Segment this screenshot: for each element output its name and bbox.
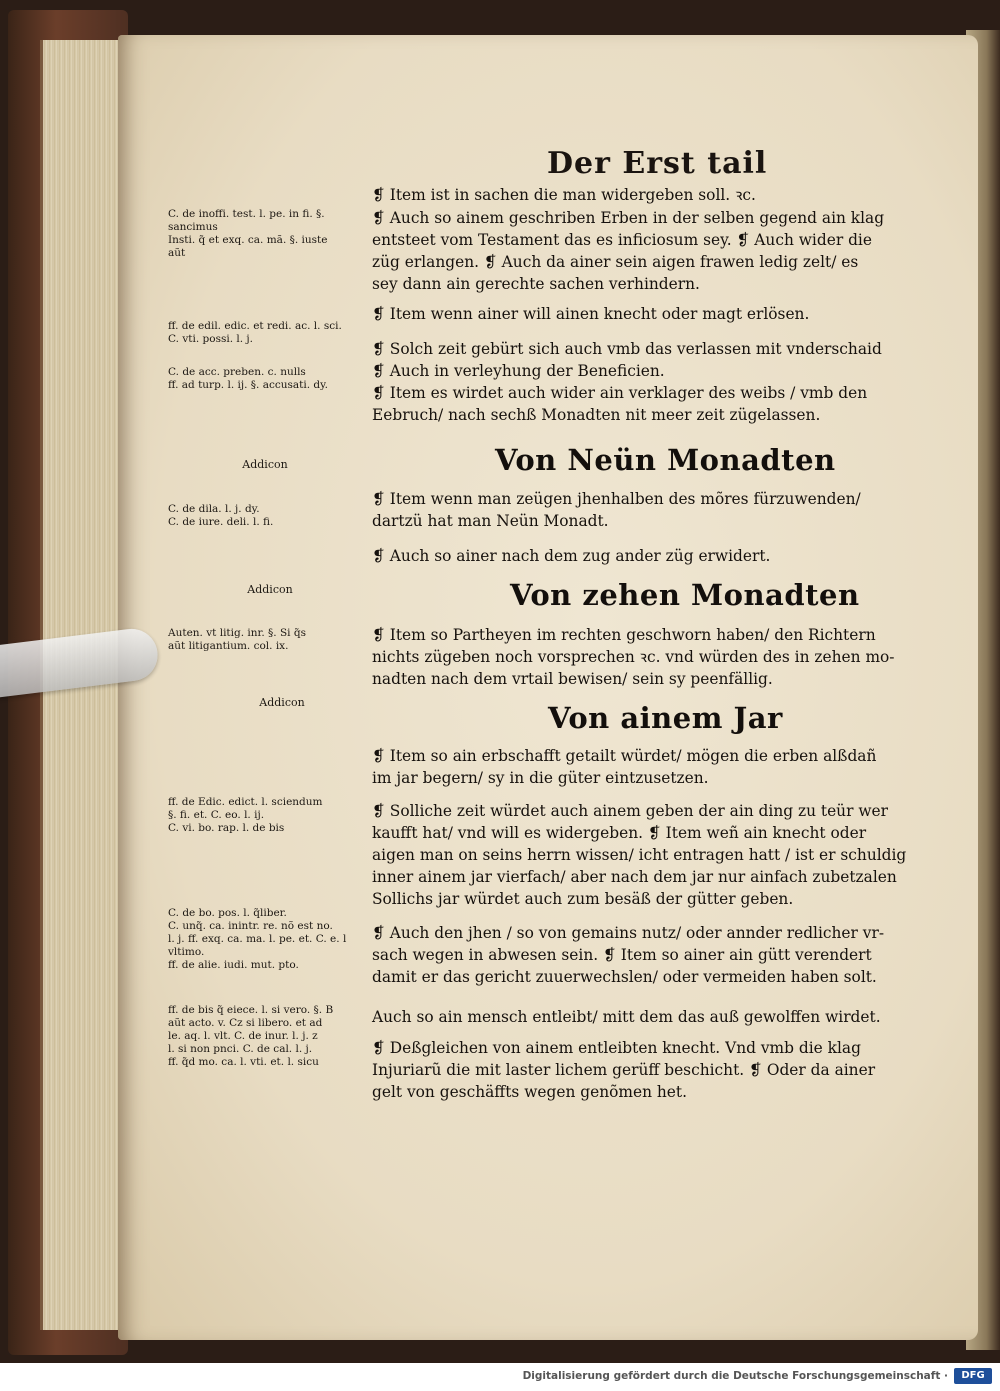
text-paragraph: ❡ Deßgleichen von ainem entleibten knecht. Vnd vmb die klag Injuriarũ die mit laster lichem gerüff beschicht. ❡ Oder da ainer gelt von geschäffts wegen genõmen het.	[372, 1039, 876, 1101]
margin-note: C. de inoffi. test. l. pe. in fi. §. sancimus Insti. q̃ et exq. ca. mã. §. iuste aũt	[168, 208, 328, 259]
text-paragraph: ❡ Auch so ainem geschriben Erben in der selben gegend ain klag entsteet vom Testament das es inficiosum sey. ❡ Auch wider die züg erlangen. ❡ Auch da ainer sein aigen frawen ledig zelt/ es sey dann ain gerechte sachen verhindern.	[372, 209, 885, 293]
margin-note: ff. de Edic. edict. l. sciendum §. fi. et. C. eo. l. ij. C. vi. bo. rap. l. de bis	[168, 796, 323, 834]
margin-note: Auten. vt litig. inr. §. Si q̃s aũt litigantium. col. ix.	[168, 627, 306, 652]
margin-note: C. de bo. pos. l. q̃liber. C. unq̃. ca. inintr. re. nõ est no. l. j. ff. exq. ca. ma. l. pe. et. C. e. l vltimo. ff. de alie. iudi. mut. pto.	[168, 907, 347, 971]
section-heading: Von zehen Monadten	[510, 578, 860, 612]
section-heading: Von ainem Jar	[548, 701, 783, 735]
text-paragraph: ❡ Solliche zeit würdet auch ainem geben der ain ding zu teür wer kaufft hat/ vnd will es widergeben. ❡ Item weñ ain knecht oder aigen man on seins herrn wissen/ icht entragen hatt / ist er schuldig inner ainem jar vierfach/ aber nach dem jar nur ainfach zubetzalen Sollichs jar würdet auch zum besäß der gütter geben.	[372, 802, 907, 908]
text-paragraph: Auch so ain mensch entleibt/ mitt dem das auß gewolffen wirdet.	[372, 1008, 881, 1026]
margin-note: C. de dila. l. j. dy. C. de iure. deli. l. fi.	[168, 503, 274, 528]
page-header: Der Erst tail	[547, 146, 768, 181]
text-paragraph: ❡ Auch so ainer nach dem zug ander züg erwidert.	[372, 547, 771, 565]
text-paragraph: ❡ Item so Partheyen im rechten geschworn haben/ den Richtern nichts zügeben noch vorsprechen ꝛc. vnd würden des in zehen mo- nadten nach dem vrtail bewisen/ sein sy peenfällig.	[372, 626, 895, 688]
addicon-label: Addicon	[242, 458, 288, 471]
margin-note: C. de acc. preben. c. nulls ff. ad turp. l. ij. §. accusati. dy.	[168, 366, 329, 391]
funding-footer	[0, 1363, 1000, 1391]
dfg-logo: DFG	[954, 1368, 992, 1384]
addicon-label: Addicon	[259, 696, 305, 709]
text-paragraph: ❡ Item so ain erbschafft getailt würdet/ mögen die erben alßdañ im jar begern/ sy in die güter eintzusetzen.	[372, 747, 877, 787]
section-heading: Von Neün Monadten	[495, 443, 836, 477]
text-paragraph: ❡ Auch den jhen / so von gemains nutz/ oder annder redlicher vr- sach wegen in abwesen sein. ❡ Item so ainer ain gütt verendert damit er das gericht zuuerwechslen/ oder vermeiden haben solt.	[372, 924, 885, 986]
text-paragraph: ❡ Solch zeit gebürt sich auch vmb das verlassen mit vnderschaid ❡ Auch in verleyhung der Beneficien. ❡ Item es wirdet auch wider ain verklager des weibs / vmb den Eebruch/ nach sechß Monadten nit meer zeit zügelassen.	[372, 340, 882, 424]
funding-credit: Digitalisierung gefördert durch die Deutsche Forschungsgemeinschaft ·	[522, 1370, 948, 1382]
margin-note: ff. de bis q̃ eiece. l. si vero. §. B aũt acto. v. Cz si libero. et ad le. aq. l. vlt. C. de inur. l. j. z l. si non pnci. C. de cal. l. j. ff. q̃d mo. ca. l. vti. et. l. sicu	[168, 1004, 334, 1068]
margin-note: ff. de edil. edic. et redi. ac. l. sci. C. vti. possi. l. j.	[168, 320, 342, 345]
addicon-label: Addicon	[247, 583, 293, 596]
text-paragraph: ❡ Item ist in sachen die man widergeben soll. ꝛc.	[372, 186, 756, 204]
text-paragraph: ❡ Item wenn man zeügen jhenhalben des mõres fürzuwenden/ dartzü hat man Neün Monadt.	[372, 490, 861, 530]
text-paragraph: ❡ Item wenn ainer will ainen knecht oder magt erlösen.	[372, 305, 810, 323]
